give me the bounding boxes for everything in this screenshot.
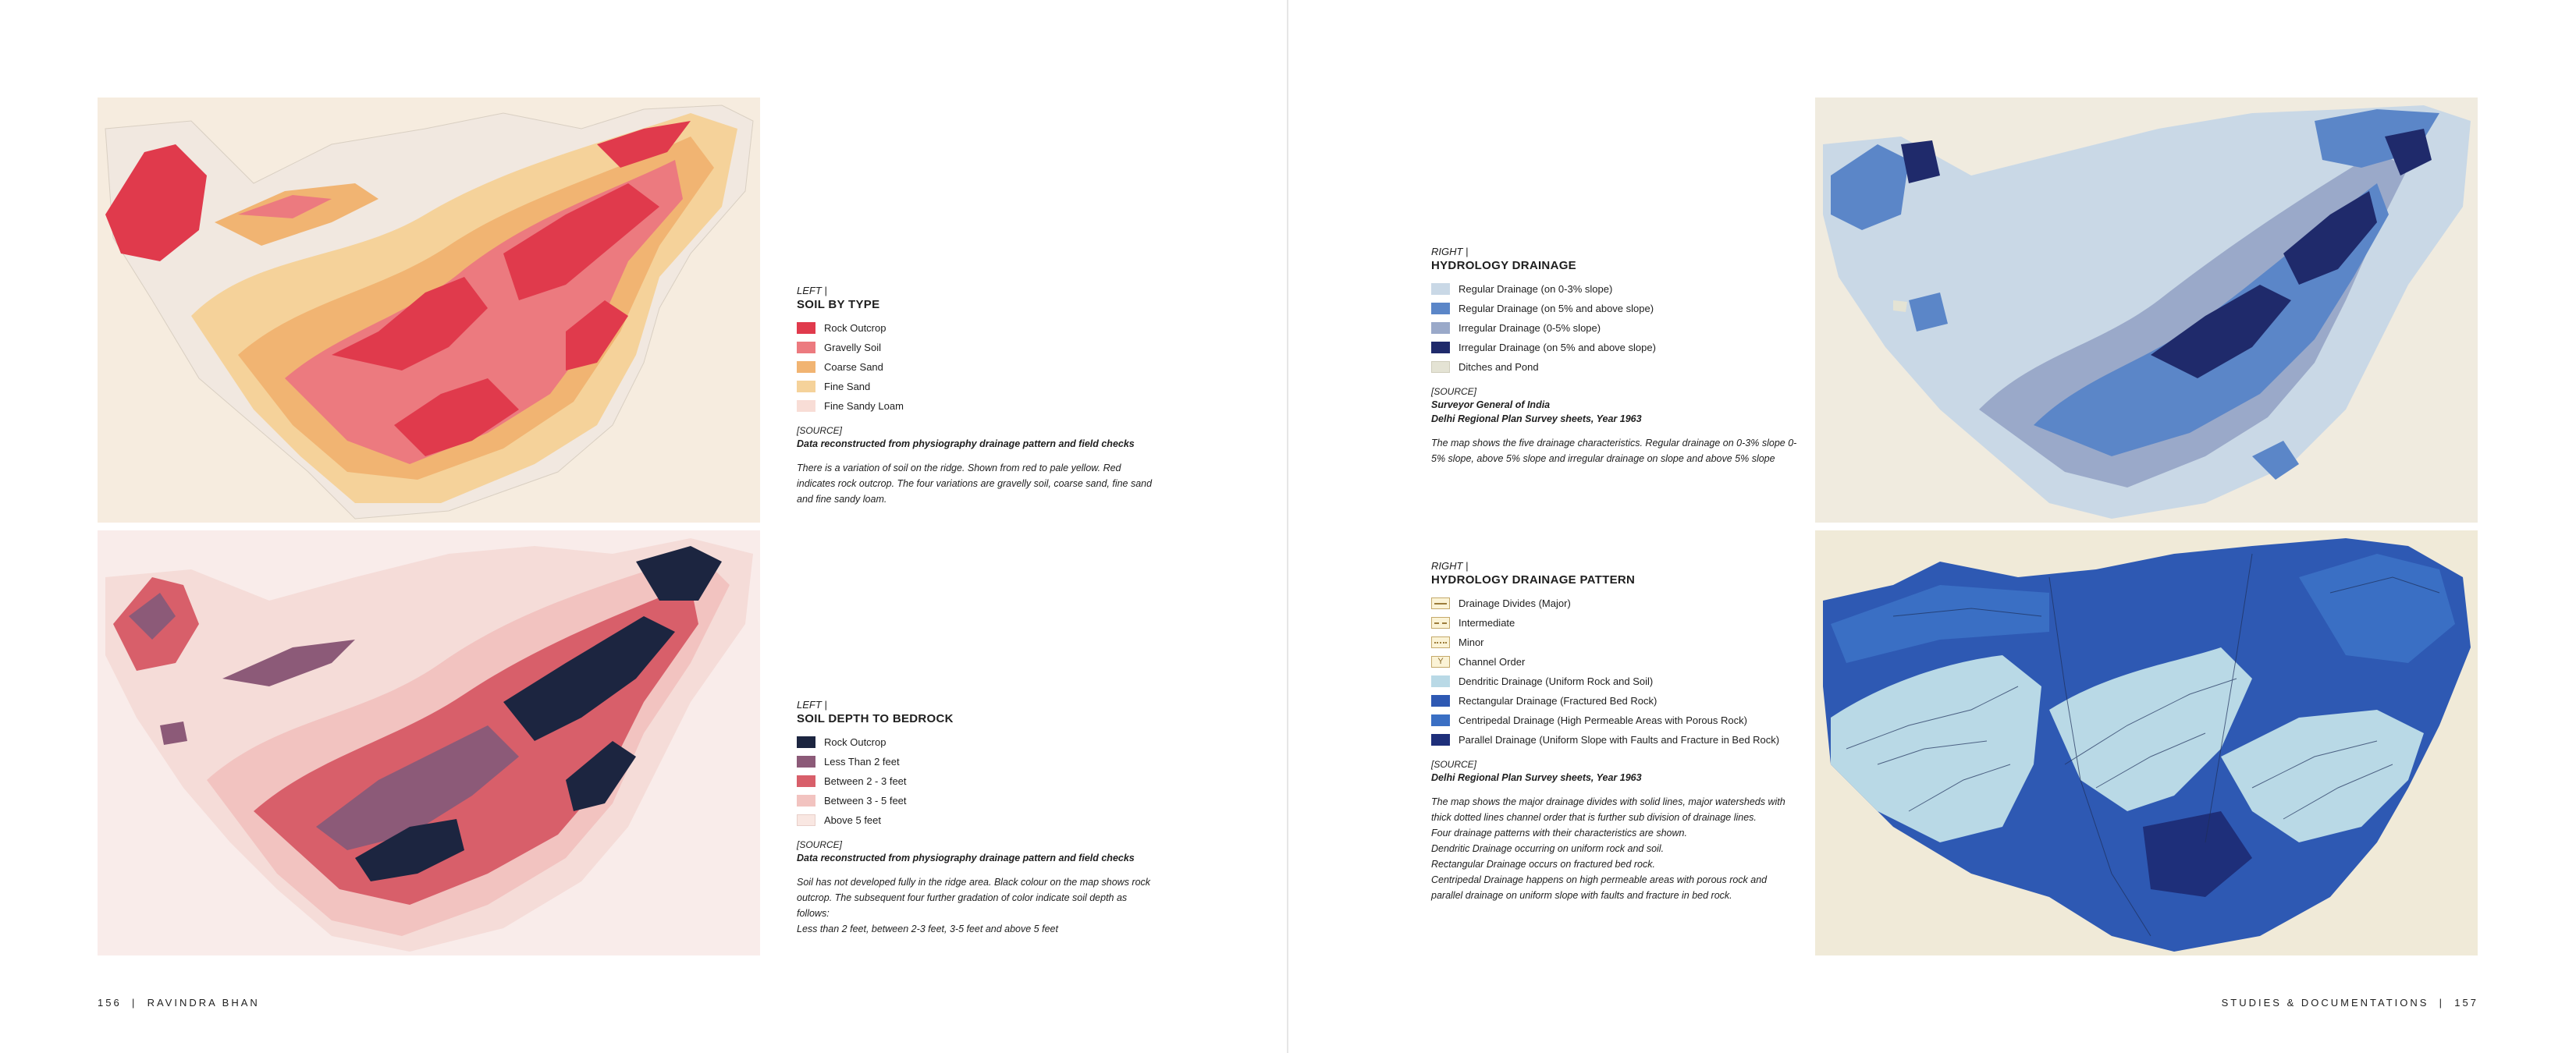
soil-type-legend bbox=[797, 322, 1156, 413]
right-folio bbox=[2222, 997, 2478, 1009]
folio-separator: | bbox=[126, 997, 142, 1009]
channel-order-icon: Y bbox=[1431, 656, 1450, 668]
legend-label: Ditches and Pond bbox=[1459, 361, 1539, 373]
legend-item bbox=[797, 814, 1156, 827]
legend-item bbox=[1431, 617, 1798, 629]
hydrology-drainage-legend bbox=[1431, 283, 1798, 374]
legend-swatch bbox=[797, 381, 815, 392]
legend-swatch bbox=[1431, 303, 1450, 314]
legend-swatch bbox=[1431, 322, 1450, 334]
legend-item bbox=[1431, 714, 1798, 727]
legend-label: Centripedal Drainage (High Permeable Areas with Porous Rock) bbox=[1459, 714, 1747, 726]
legend-label: Gravelly Soil bbox=[824, 342, 881, 353]
caption-note bbox=[1431, 435, 1798, 466]
drainage-pattern-legend bbox=[1431, 597, 1798, 746]
legend-swatch bbox=[1431, 675, 1450, 687]
caption-title: SOIL DEPTH TO BEDROCK bbox=[797, 712, 954, 725]
solid-line-icon bbox=[1431, 597, 1450, 609]
note-line: Centripedal Drainage happens on high permeable areas with porous rock and parallel drainage on uniform slope with faults and fracture in bed rock. bbox=[1431, 874, 1768, 901]
note-line: There is a variation of soil on the ridge. Shown from red to pale yellow. Red indicates rock outcrop. The four variations are gravelly soil, coarse sand, fine sand and fine sandy loam. bbox=[797, 463, 1153, 505]
legend-item bbox=[1431, 695, 1798, 707]
legend-label: Drainage Divides (Major) bbox=[1459, 597, 1571, 609]
caption-tag: LEFT | bbox=[797, 285, 827, 296]
note-line: Four drainage patterns with their characteristics are shown. bbox=[1431, 828, 1687, 838]
legend-item bbox=[1431, 342, 1798, 354]
legend-item bbox=[797, 322, 1156, 335]
page-number: 157 bbox=[2454, 997, 2478, 1009]
note-line: The map shows the five drainage characteristics. Regular drainage on 0-3% slope 0-5% slope, above 5% slope and irregular drainage on slope and above 5% slope bbox=[1431, 438, 1797, 464]
soil-type-caption bbox=[797, 285, 1156, 507]
soil-depth-map bbox=[98, 530, 760, 956]
legend-item bbox=[797, 775, 1156, 788]
caption-tag: RIGHT | bbox=[1431, 560, 1469, 572]
source-line: Data reconstructed from physiography drainage pattern and field checks bbox=[797, 438, 1135, 449]
source-tag: [SOURCE] bbox=[797, 839, 843, 850]
caption-tag: RIGHT | bbox=[1431, 246, 1469, 257]
caption-note bbox=[797, 460, 1156, 507]
note-line: Soil has not developed fully in the ridge area. Black colour on the map shows rock outcrop. The subsequent four further gradation of color indicate soil depth as follows: bbox=[797, 877, 1151, 919]
legend-swatch bbox=[797, 322, 815, 334]
caption-title: HYDROLOGY DRAINAGE PATTERN bbox=[1431, 573, 1636, 587]
legend-label: Less Than 2 feet bbox=[824, 756, 900, 768]
note-line: Less than 2 feet, between 2-3 feet, 3-5 feet and above 5 feet bbox=[797, 924, 1058, 934]
legend-swatch bbox=[797, 361, 815, 373]
legend-label: Minor bbox=[1459, 636, 1484, 648]
legend-label: Regular Drainage (on 0-3% slope) bbox=[1459, 283, 1613, 295]
legend-item bbox=[1431, 656, 1798, 668]
legend-item bbox=[1431, 597, 1798, 610]
source-line: Delhi Regional Plan Survey sheets, Year 1963 bbox=[1431, 772, 1642, 783]
drainage-pattern-map bbox=[1815, 530, 2478, 956]
legend-swatch bbox=[797, 736, 815, 748]
running-head: RAVINDRA BHAN bbox=[147, 997, 260, 1009]
legend-swatch bbox=[797, 775, 815, 787]
legend-label: Above 5 feet bbox=[824, 814, 881, 826]
legend-label: Regular Drainage (on 5% and above slope) bbox=[1459, 303, 1654, 314]
source-tag: [SOURCE] bbox=[1431, 759, 1477, 770]
hydrology-drainage-caption bbox=[1431, 246, 1798, 466]
note-line: Dendritic Drainage occurring on uniform rock and soil. bbox=[1431, 843, 1665, 854]
legend-swatch bbox=[797, 795, 815, 807]
legend-swatch bbox=[1431, 361, 1450, 373]
source-line: Delhi Regional Plan Survey sheets, Year 1963 bbox=[1431, 413, 1642, 424]
legend-swatch bbox=[797, 756, 815, 768]
caption-title: SOIL BY TYPE bbox=[797, 298, 880, 311]
dashed-line-icon bbox=[1431, 617, 1450, 629]
legend-item bbox=[797, 756, 1156, 768]
legend-item bbox=[797, 342, 1156, 354]
page-number: 156 bbox=[98, 997, 122, 1009]
running-head: STUDIES & DOCUMENTATIONS bbox=[2221, 997, 2429, 1009]
legend-label: Fine Sand bbox=[824, 381, 871, 392]
legend-label: Channel Order bbox=[1459, 656, 1526, 668]
source-tag: [SOURCE] bbox=[1431, 386, 1477, 397]
legend-label: Intermediate bbox=[1459, 617, 1515, 629]
caption-note bbox=[797, 874, 1156, 937]
legend-item bbox=[797, 361, 1156, 374]
caption-note bbox=[1431, 794, 1798, 903]
legend-swatch bbox=[1431, 283, 1450, 295]
legend-label: Between 2 - 3 feet bbox=[824, 775, 907, 787]
legend-label: Rectangular Drainage (Fractured Bed Rock) bbox=[1459, 695, 1658, 707]
legend-swatch bbox=[797, 814, 815, 826]
dotted-line-icon bbox=[1431, 636, 1450, 648]
caption-tag: LEFT | bbox=[797, 699, 827, 711]
folio-separator: | bbox=[2434, 997, 2450, 1009]
soil-type-map bbox=[98, 98, 760, 523]
legend-swatch bbox=[797, 400, 815, 412]
legend-label: Coarse Sand bbox=[824, 361, 883, 373]
legend-item bbox=[797, 795, 1156, 807]
soil-depth-legend bbox=[797, 736, 1156, 827]
legend-item bbox=[1431, 361, 1798, 374]
source-line: Surveyor General of India bbox=[1431, 399, 1551, 410]
source-tag: [SOURCE] bbox=[797, 425, 843, 436]
legend-item bbox=[1431, 322, 1798, 335]
legend-item bbox=[1431, 636, 1798, 649]
left-folio bbox=[98, 997, 260, 1009]
source-line: Data reconstructed from physiography drainage pattern and field checks bbox=[797, 853, 1135, 863]
legend-label: Rock Outcrop bbox=[824, 736, 886, 748]
legend-swatch bbox=[1431, 734, 1450, 746]
legend-label: Irregular Drainage (on 5% and above slope) bbox=[1459, 342, 1656, 353]
legend-label: Dendritic Drainage (Uniform Rock and Soil) bbox=[1459, 675, 1654, 687]
note-line: Rectangular Drainage occurs on fractured bed rock. bbox=[1431, 859, 1655, 870]
legend-item bbox=[797, 381, 1156, 393]
soil-depth-caption bbox=[797, 699, 1156, 937]
note-line: The map shows the major drainage divides with solid lines, major watersheds with thick dotted lines channel order that is further sub division of drainage lines. bbox=[1431, 796, 1785, 823]
legend-swatch bbox=[1431, 714, 1450, 726]
drainage-pattern-caption bbox=[1431, 560, 1798, 903]
legend-label: Between 3 - 5 feet bbox=[824, 795, 907, 807]
legend-label: Rock Outcrop bbox=[824, 322, 886, 334]
legend-item bbox=[797, 400, 1156, 413]
legend-swatch bbox=[797, 342, 815, 353]
book-gutter bbox=[1287, 0, 1288, 1053]
legend-item bbox=[1431, 283, 1798, 296]
legend-label: Fine Sandy Loam bbox=[824, 400, 904, 412]
legend-label: Irregular Drainage (0-5% slope) bbox=[1459, 322, 1601, 334]
legend-item bbox=[797, 736, 1156, 749]
legend-item bbox=[1431, 303, 1798, 315]
legend-swatch bbox=[1431, 695, 1450, 707]
legend-swatch bbox=[1431, 342, 1450, 353]
legend-item bbox=[1431, 734, 1798, 746]
hydrology-drainage-map bbox=[1815, 98, 2478, 523]
legend-label: Parallel Drainage (Uniform Slope with Faults and Fracture in Bed Rock) bbox=[1459, 734, 1780, 746]
legend-item bbox=[1431, 675, 1798, 688]
caption-title: HYDROLOGY DRAINAGE bbox=[1431, 259, 1576, 272]
